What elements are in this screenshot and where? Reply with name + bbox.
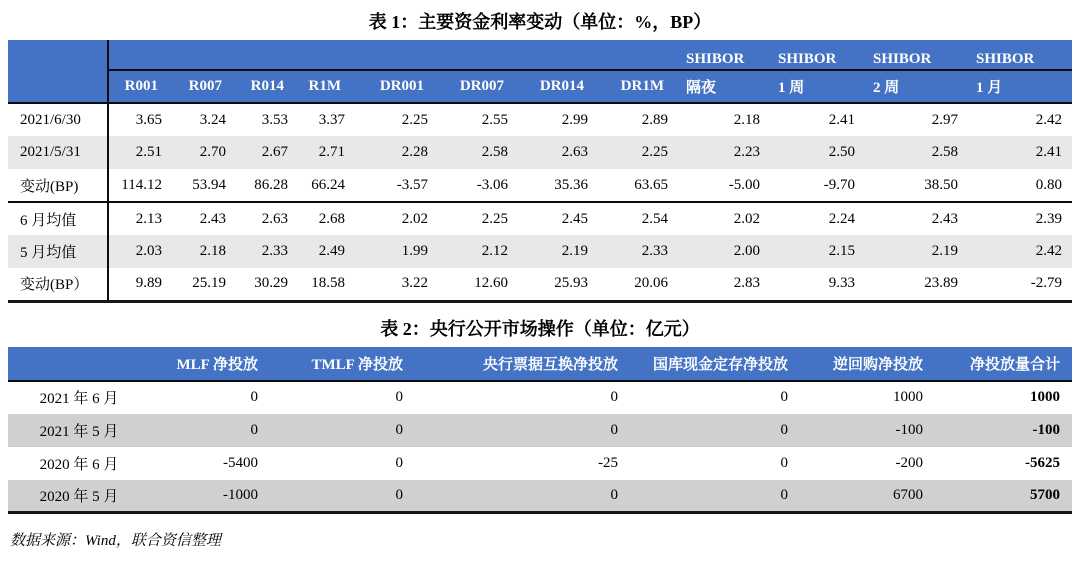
table1-title: 表 1：主要资金利率变动（单位：%，BP） (368, 12, 712, 32)
value-cell: 2.51 (108, 136, 172, 169)
value-cell: 2.63 (518, 136, 598, 169)
table1-header (8, 40, 1072, 103)
value-cell: 35.36 (518, 169, 598, 202)
value-cell: 2.63 (261, 210, 288, 227)
value-cell: 2.97 (931, 111, 958, 128)
value-cell: 23.89 (865, 268, 968, 301)
column-header-dr001: DR001 (355, 70, 438, 103)
column-group-header-shibor: SHIBOR (865, 40, 968, 70)
value-cell: 2.18 (733, 111, 760, 128)
value-cell: 25.93 (518, 268, 598, 301)
row-label: 变动(BP) (8, 169, 108, 202)
value-cell: 3.37 (318, 111, 345, 128)
value-cell: 2.41 (828, 111, 855, 128)
value-cell: 0 (630, 414, 800, 447)
table-row (8, 447, 1072, 480)
value-cell: 2.00 (678, 235, 770, 268)
value-cell: 2.02 (401, 210, 428, 227)
value-cell: 0 (250, 389, 258, 405)
value-cell: 2.42 (968, 235, 1072, 268)
table2-title: 表 2：央行公开市场操作（单位：亿元） (380, 318, 700, 339)
value-cell: -9.70 (770, 169, 865, 202)
value-cell: -200 (895, 454, 923, 471)
table1-section-average (8, 202, 1072, 301)
value-cell: 38.50 (865, 169, 968, 202)
value-cell: 2.68 (318, 210, 345, 227)
value-cell: 2.33 (598, 235, 678, 268)
value-cell: 18.58 (298, 268, 355, 301)
column-header-empty (108, 40, 172, 70)
value-cell: 53.94 (172, 169, 236, 202)
row-label: 5 月均值 (8, 235, 108, 268)
value-cell: 2.43 (931, 210, 958, 227)
column-header-empty (236, 40, 298, 70)
value-cell: 2.28 (355, 136, 438, 169)
column-header-shibor-1m: 1 月 (968, 70, 1072, 103)
value-cell: 2.02 (733, 210, 760, 227)
row-label: 2020 年 5 月 (8, 480, 150, 513)
value-cell: 20.06 (598, 268, 678, 301)
column-header-tmlf: TMLF 净投放 (270, 347, 415, 381)
value-cell: 0.80 (968, 169, 1072, 202)
column-group-header-shibor: SHIBOR (770, 40, 865, 70)
value-cell: -25 (598, 454, 618, 471)
column-header-dr007: DR007 (438, 70, 518, 103)
table-row (8, 169, 1072, 202)
value-cell: -5625 (1025, 454, 1060, 471)
column-header-treasury-deposit: 国库现金定存净投放 (630, 347, 800, 381)
value-cell: -100 (800, 414, 935, 447)
column-header-empty (8, 40, 108, 103)
column-header-empty (598, 40, 678, 70)
value-cell: 2.25 (598, 136, 678, 169)
value-cell: 3.24 (199, 111, 226, 128)
row-label: 2021 年 6 月 (39, 391, 119, 407)
row-label: 变动(BP） (8, 268, 108, 301)
column-header-r1m: R1M (298, 70, 355, 103)
value-cell: 1000 (1030, 389, 1060, 405)
table-row (8, 480, 1072, 513)
value-cell: 25.19 (172, 268, 236, 301)
value-cell: 3.22 (355, 268, 438, 301)
column-header-net-total: 净投放量合计 (935, 347, 1072, 381)
value-cell: 0 (630, 480, 800, 513)
table2-header (8, 347, 1072, 381)
value-cell: 2.12 (438, 235, 518, 268)
value-cell: 2.19 (518, 235, 598, 268)
value-cell: 3.65 (135, 111, 162, 128)
value-cell: 2.41 (968, 136, 1072, 169)
value-cell: 2.25 (401, 111, 428, 128)
value-cell: 2.15 (770, 235, 865, 268)
value-cell: 3.53 (261, 111, 288, 128)
value-cell: 0 (270, 480, 415, 513)
value-cell: 12.60 (438, 268, 518, 301)
row-label: 2021/5/31 (8, 136, 108, 169)
value-cell: 2.18 (172, 235, 236, 268)
value-cell: 0 (415, 480, 630, 513)
value-cell: 2.45 (561, 210, 588, 227)
value-cell: -5.00 (678, 169, 770, 202)
column-header-empty (298, 40, 355, 70)
value-cell: 9.33 (770, 268, 865, 301)
value-cell: 66.24 (298, 169, 355, 202)
value-cell: -3.06 (438, 169, 518, 202)
column-header-shibor-overnight: 隔夜 (678, 70, 770, 103)
value-cell: 2.24 (828, 210, 855, 227)
column-header-shibor-1w: 1 周 (770, 70, 865, 103)
value-cell: 0 (780, 389, 788, 405)
data-source-note: 数据来源：Wind，联合资信整理 (10, 533, 221, 549)
column-header-r001: R001 (108, 70, 172, 103)
value-cell: 2.71 (298, 136, 355, 169)
value-cell: 1000 (893, 389, 923, 405)
value-cell: 1.99 (355, 235, 438, 268)
value-cell: 2.43 (199, 210, 226, 227)
value-cell: 2.83 (678, 268, 770, 301)
value-cell: 2.58 (438, 136, 518, 169)
column-header-reverse-repo: 逆回购净投放 (800, 347, 935, 381)
value-cell: 30.29 (236, 268, 298, 301)
funding-rates-table (8, 40, 1072, 303)
omo-table (8, 347, 1072, 515)
column-header-empty (8, 347, 150, 381)
value-cell: 2.25 (481, 210, 508, 227)
table-row (8, 235, 1072, 268)
value-cell: 0 (780, 454, 788, 471)
value-cell: 0 (610, 389, 618, 405)
value-cell: 2.33 (236, 235, 298, 268)
value-cell: -1000 (150, 480, 270, 513)
column-header-empty (172, 40, 236, 70)
table2-body (8, 381, 1072, 513)
value-cell: 63.65 (598, 169, 678, 202)
value-cell: 2.39 (1035, 210, 1062, 227)
value-cell: 0 (270, 414, 415, 447)
value-cell: -5400 (223, 454, 258, 471)
table1-section-current (8, 103, 1072, 202)
value-cell: -3.57 (355, 169, 438, 202)
value-cell: 0 (395, 389, 403, 405)
value-cell: 2.54 (641, 210, 668, 227)
value-cell: 2.55 (481, 111, 508, 128)
column-header-r007: R007 (172, 70, 236, 103)
value-cell: 2.19 (865, 235, 968, 268)
value-cell: -100 (935, 414, 1072, 447)
column-header-empty (518, 40, 598, 70)
value-cell: 2.67 (236, 136, 298, 169)
row-label: 2020 年 6 月 (39, 456, 119, 473)
value-cell: 2.50 (770, 136, 865, 169)
value-cell: 5700 (935, 480, 1072, 513)
column-group-header-shibor: SHIBOR (968, 40, 1072, 70)
value-cell: 0 (150, 414, 270, 447)
value-cell: 2.89 (641, 111, 668, 128)
value-cell: -2.79 (968, 268, 1072, 301)
row-label: 6 月均值 (8, 202, 108, 235)
column-header-empty (438, 40, 518, 70)
value-cell: 2.70 (172, 136, 236, 169)
row-label: 2021/6/30 (8, 103, 108, 136)
column-group-header-shibor: SHIBOR (678, 40, 770, 70)
table-row (8, 103, 1072, 136)
value-cell: 2.42 (1035, 111, 1062, 128)
column-header-shibor-2w: 2 周 (865, 70, 968, 103)
value-cell: 9.89 (108, 268, 172, 301)
value-cell: 2.58 (865, 136, 968, 169)
table-row (8, 136, 1072, 169)
column-header-cbs: 央行票据互换净投放 (415, 347, 630, 381)
value-cell: 114.12 (108, 169, 172, 202)
table-row (8, 381, 1072, 414)
column-header-dr014: DR014 (518, 70, 598, 103)
value-cell: 2.03 (108, 235, 172, 268)
table-row (8, 268, 1072, 301)
value-cell: 86.28 (236, 169, 298, 202)
value-cell: 2.13 (135, 210, 162, 227)
column-header-mlf: MLF 净投放 (150, 347, 270, 381)
table-row (8, 202, 1072, 235)
table-row (8, 414, 1072, 447)
column-header-empty (355, 40, 438, 70)
value-cell: 2.49 (298, 235, 355, 268)
value-cell: 6700 (800, 480, 935, 513)
value-cell: 0 (395, 454, 403, 471)
column-header-dr1m: DR1M (598, 70, 678, 103)
value-cell: 2.99 (561, 111, 588, 128)
column-header-r014: R014 (236, 70, 298, 103)
value-cell: 2.23 (678, 136, 770, 169)
row-label: 2021 年 5 月 (8, 414, 150, 447)
value-cell: 0 (415, 414, 630, 447)
